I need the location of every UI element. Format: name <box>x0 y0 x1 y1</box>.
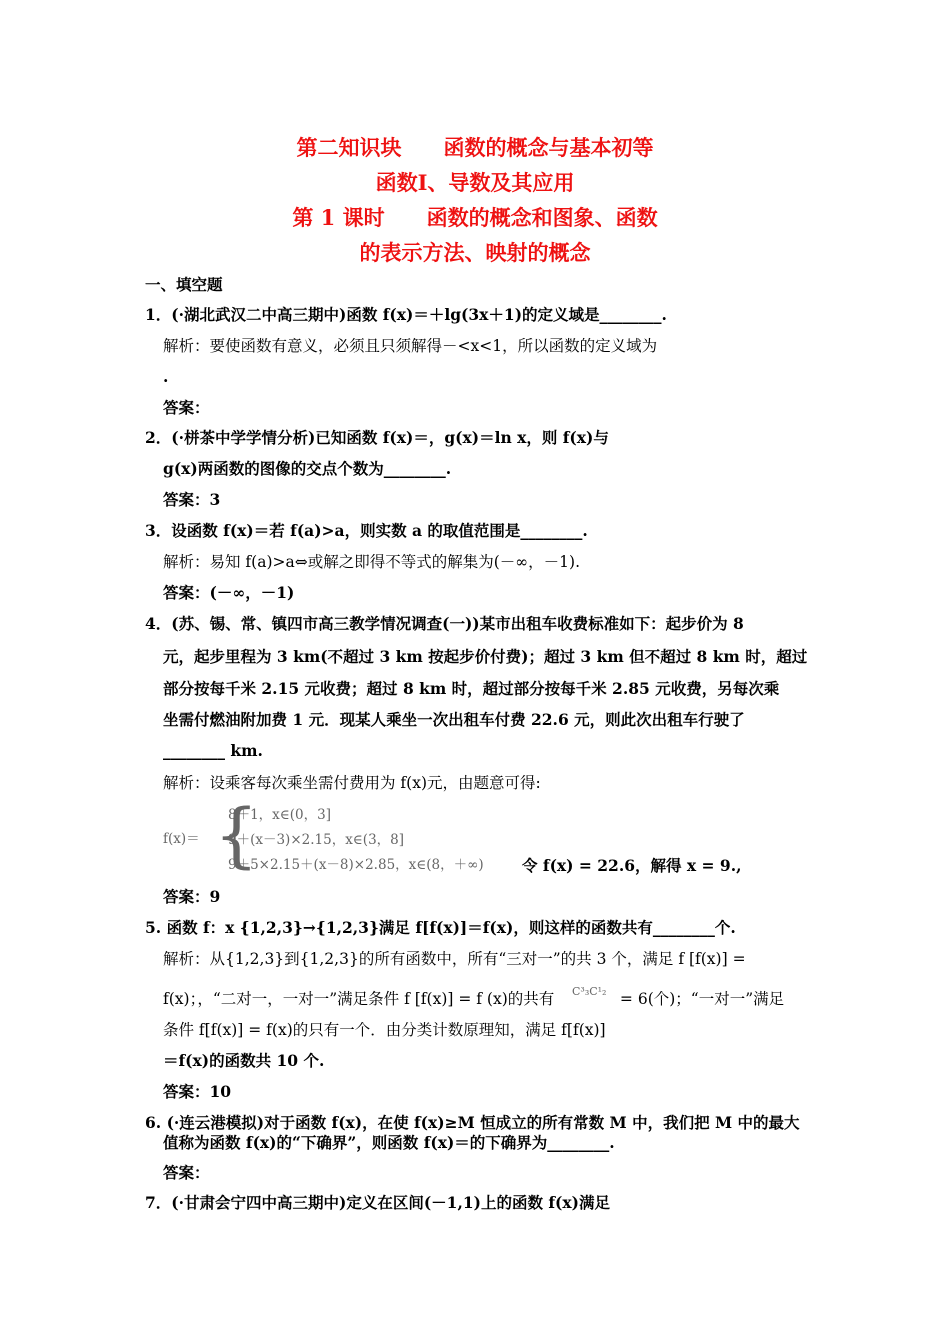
q5-stem: 5. 函数 f：x {1,2,3}→{1,2,3}满足 f[f(x)]＝f(x)，则这样的函数共有________个. <box>145 918 736 937</box>
q1-solution-cont: . <box>163 367 169 386</box>
q4-stem-1: 4．(苏、锡、常、镇四市高三教学情况调查(一))某市出租车收费标准如下：起步价为 8 <box>145 614 744 633</box>
piecewise-case-1: 8＋1，x∈(0，3] <box>228 807 331 823</box>
q5-solution-2a: f(x)；，“二对一，一对一”满足条件 f [f(x)] = f (x)的共有 <box>163 990 555 1008</box>
q3-answer: 答案：(－∞，－1) <box>163 583 295 602</box>
q4-answer: 答案：9 <box>163 887 221 906</box>
q1-stem: 1．(·湖北武汉二中高三期中)函数 f(x)＝＋lg(3x＋1)的定义域是________. <box>145 305 667 324</box>
piecewise-brace: { <box>214 794 259 876</box>
q2-stem-1: 2．(·栟茶中学学情分析)已知函数 f(x)＝，g(x)＝ln x，则 f(x)与 <box>145 428 609 447</box>
q6-stem-2: 值称为函数 f(x)的“下确界”，则函数 f(x)＝的下确界为________. <box>163 1133 615 1152</box>
q2-answer: 答案：3 <box>163 490 221 509</box>
q5-solution-4: ＝f(x)的函数共 10 个. <box>163 1051 325 1070</box>
q1-solution: 解析：要使函数有意义，必须且只须解得－<x<1，所以函数的定义域为 <box>163 337 658 355</box>
q4-solution-result: 令 f(x) = 22.6，解得 x = 9., <box>522 856 742 875</box>
piecewise-case-2: 9＋(x－3)×2.15，x∈(3，8] <box>228 832 405 848</box>
piecewise-fx: f(x)＝ <box>163 831 200 847</box>
title-line-4: 的表示方法、映射的概念 <box>359 240 591 265</box>
q6-stem-1: 6. (·连云港模拟)对于函数 f(x)，在使 f(x)≥M 恒成立的所有常数 M 中，我们把 M 中的最大 <box>145 1113 800 1132</box>
q5-solution-2b: = 6(个)；“一对一”满足 <box>615 990 785 1008</box>
q4-stem-5: ________ km. <box>163 741 263 760</box>
title-line-1: 第二知识块 函数的概念与基本初等 <box>296 135 654 160</box>
q4-stem-3: 部分按每千米 2.15 元收费；超过 8 km 时，超过部分按每千米 2.85 元收费，另每次乘 <box>163 679 780 698</box>
piecewise-case-3: 9＋5×2.15＋(x－8)×2.85，x∈(8，＋∞) <box>228 857 484 873</box>
q4-solution: 解析：设乘客每次乘坐需付费用为 f(x)元，由题意可得: <box>163 774 541 792</box>
q5-answer: 答案：10 <box>163 1082 232 1101</box>
title-line-3: 第 1 课时 函数的概念和图象、函数 <box>292 205 658 230</box>
q5-solution-3: 条件 f[f(x)] = f(x)的只有一个．由分类计数原理知，满足 f[f(x)] <box>163 1021 606 1039</box>
q4-stem-2: 元，起步里程为 3 km(不超过 3 km 按起步价付费)；超过 3 km 但不超过 8 km 时，超过 <box>163 647 808 666</box>
q2-stem-2: g(x)两函数的图像的交点个数为________. <box>163 459 452 478</box>
q4-stem-4: 坐需付燃油附加费 1 元．现某人乘坐一次出租车付费 22.6 元，则此次出租车行驶了 <box>163 710 745 729</box>
q5-solution-1: 解析：从{1,2,3}到{1,2,3}的所有函数中，所有“三对一”的共 3 个，满足 f [f(x)] = <box>163 950 746 968</box>
q6-answer: 答案： <box>163 1163 210 1182</box>
q7-stem: 7．(·甘肃会宁四中高三期中)定义在区间(－1,1)上的函数 f(x)满足 <box>145 1193 610 1212</box>
q1-answer: 答案： <box>163 398 210 417</box>
q3-solution: 解析：易知 f(a)>a⇔或解之即得不等式的解集为(－∞，－1). <box>163 553 581 571</box>
q5-combination: C³₃C¹₂ <box>572 985 607 998</box>
section-heading: 一、填空题 <box>145 275 223 294</box>
title-line-2: 函数Ⅰ、导数及其应用 <box>375 170 575 195</box>
q3-stem: 3．设函数 f(x)＝若 f(a)>a，则实数 a 的取值范围是________. <box>145 521 588 540</box>
